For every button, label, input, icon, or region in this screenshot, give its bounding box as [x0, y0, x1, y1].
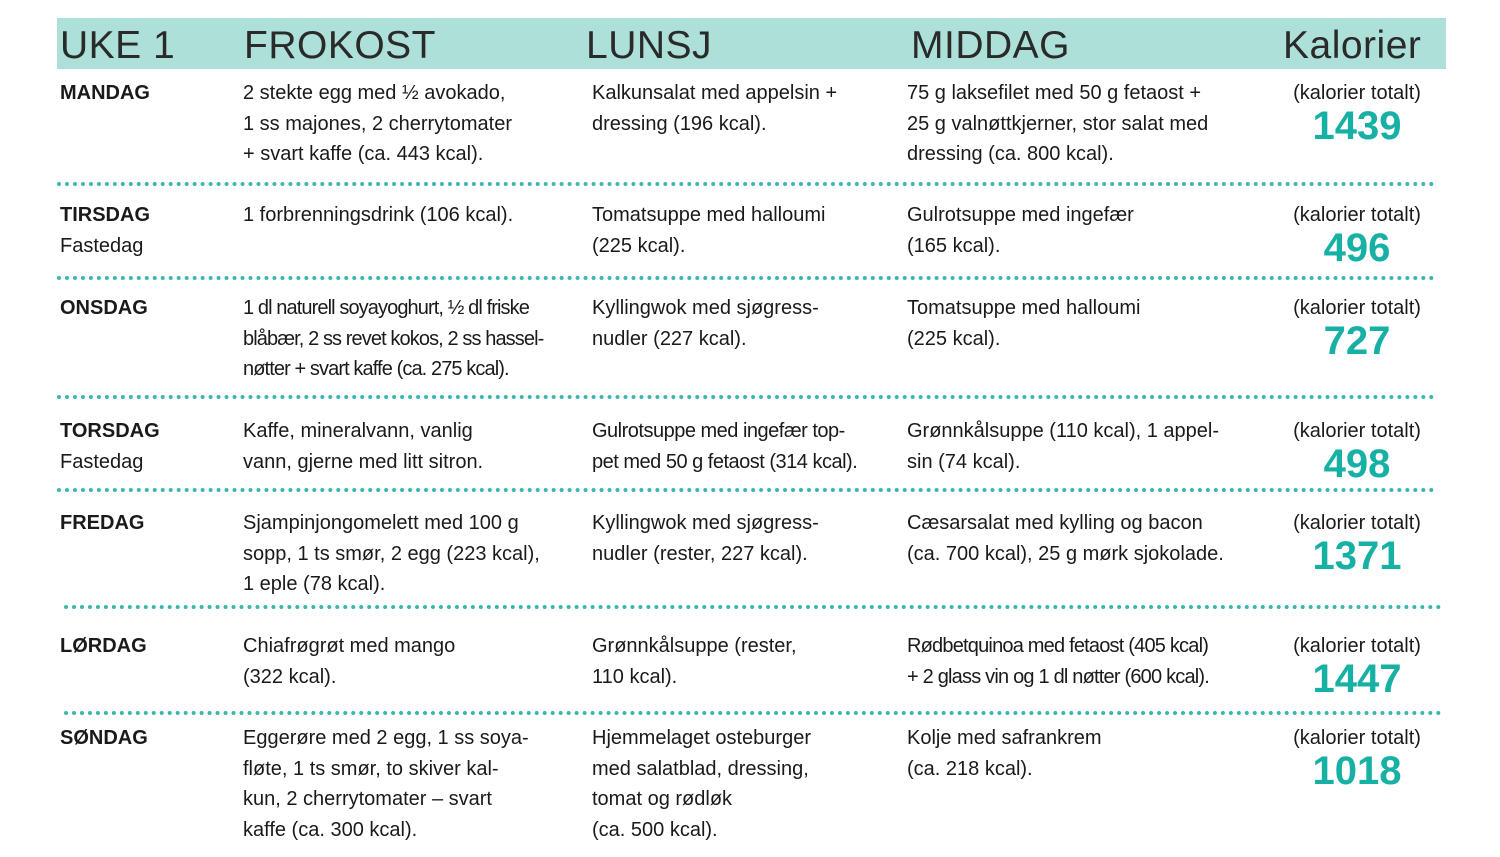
day-name: TIRSDAG	[60, 204, 150, 226]
lunch-cell	[592, 78, 837, 139]
dinner-line: (ca. 218 kcal).	[907, 757, 1033, 780]
lunch-line: Kyllingwok med sjøgress-	[592, 297, 819, 319]
lunch-line: tomat og rødløk	[592, 788, 733, 811]
breakfast-line: Chiafrøgrøt med mango	[243, 635, 456, 657]
calories-cell	[1272, 200, 1442, 271]
day-name: ONSDAG	[60, 297, 148, 319]
breakfast-cell	[243, 200, 513, 231]
day-cell	[60, 631, 147, 662]
calories-total: 1018	[1312, 749, 1402, 793]
calories-cell	[1272, 293, 1442, 364]
breakfast-cell	[243, 78, 512, 170]
calories-label: (kalorier totalt)	[1293, 297, 1421, 319]
lunch-line: 110 kcal).	[592, 665, 678, 688]
row-divider	[64, 605, 1442, 609]
lunch-line: Hjemmelaget osteburger	[592, 727, 811, 749]
day-cell	[60, 723, 148, 754]
lunch-line: nudler (227 kcal).	[592, 327, 747, 350]
dinner-cell	[907, 293, 1140, 354]
day-name: TORSDAG	[60, 420, 160, 442]
breakfast-cell	[243, 416, 483, 477]
calories-total: 498	[1323, 442, 1391, 486]
breakfast-line: 1 eple (78 kcal).	[243, 573, 386, 596]
day-note: Fastedag	[60, 451, 144, 473]
lunch-line: (225 kcal).	[592, 234, 686, 257]
dinner-line: Grønnkålsuppe (110 kcal), 1 appel-	[907, 420, 1220, 442]
breakfast-line: fløte, 1 ts smør, to skiver kal-	[243, 757, 499, 780]
breakfast-line: sopp, 1 ts smør, 2 egg (223 kcal),	[243, 542, 540, 565]
day-cell	[60, 293, 148, 324]
day-name: MANDAG	[60, 82, 150, 104]
day-name: SØNDAG	[60, 727, 148, 749]
breakfast-line: blåbær, 2 ss revet kokos, 2 ss hassel-	[243, 327, 544, 350]
lunch-line: Grønnkålsuppe (rester,	[592, 635, 797, 657]
breakfast-line: nøtter + svart kaffe (ca. 275 kcal).	[243, 358, 509, 381]
calories-label: (kalorier totalt)	[1293, 727, 1421, 749]
calories-label: (kalorier totalt)	[1293, 635, 1421, 657]
lunch-cell	[592, 293, 819, 354]
dinner-line: + 2 glass vin og 1 dl nøtter (600 kcal).	[907, 665, 1210, 688]
dinner-cell	[907, 200, 1134, 261]
day-cell	[60, 508, 144, 539]
header-breakfast: FROKOST	[244, 24, 437, 67]
lunch-line: pet med 50 g fetaost (314 kcal).	[592, 450, 858, 473]
lunch-line: Gulrotsuppe med ingefær top-	[592, 420, 845, 442]
breakfast-line: kaffe (ca. 300 kcal).	[243, 819, 418, 842]
row-divider	[57, 395, 1435, 399]
lunch-cell	[592, 416, 857, 477]
calories-cell	[1272, 631, 1442, 702]
dinner-line: sin (74 kcal).	[907, 450, 1021, 473]
lunch-cell	[592, 723, 811, 846]
calories-label: (kalorier totalt)	[1293, 420, 1421, 442]
lunch-line: med salatblad, dressing,	[592, 757, 809, 780]
breakfast-cell	[243, 293, 543, 385]
breakfast-line: Sjampinjongomelett med 100 g	[243, 512, 519, 534]
breakfast-line: + svart kaffe (ca. 443 kcal).	[243, 143, 484, 166]
breakfast-line: 1 dl naturell soyayoghurt, ½ dl friske	[243, 297, 529, 319]
dinner-line: Cæsarsalat med kylling og bacon	[907, 512, 1203, 534]
dinner-line: Rødbetquinoa med fetaost (405 kcal)	[907, 635, 1209, 657]
breakfast-line: vann, gjerne med litt sitron.	[243, 450, 484, 473]
dinner-cell	[907, 631, 1209, 692]
dinner-line: Tomatsuppe med halloumi	[907, 297, 1141, 319]
breakfast-cell	[243, 631, 455, 692]
calories-cell	[1272, 78, 1442, 149]
breakfast-line: Kaffe, mineralvann, vanlig	[243, 420, 473, 442]
calories-total: 1371	[1312, 534, 1402, 578]
lunch-line: (ca. 500 kcal).	[592, 819, 718, 842]
dinner-line: dressing (ca. 800 kcal).	[907, 143, 1114, 166]
header-dinner: MIDDAG	[911, 24, 1070, 67]
lunch-line: dressing (196 kcal).	[592, 112, 767, 135]
lunch-line: Tomatsuppe med halloumi	[592, 204, 826, 226]
breakfast-cell	[243, 723, 529, 846]
lunch-line: nudler (rester, 227 kcal).	[592, 542, 808, 565]
calories-label: (kalorier totalt)	[1293, 512, 1421, 534]
day-name: FREDAG	[60, 512, 145, 534]
breakfast-line: Eggerøre med 2 egg, 1 ss soya-	[243, 727, 529, 749]
breakfast-cell	[243, 508, 540, 600]
day-cell	[60, 78, 150, 109]
calories-label: (kalorier totalt)	[1293, 204, 1421, 226]
breakfast-line: 1 forbrenningsdrink (106 kcal).	[243, 204, 514, 226]
dinner-line: (ca. 700 kcal), 25 g mørk sjokolade.	[907, 542, 1224, 565]
calories-cell	[1272, 508, 1442, 579]
day-cell	[60, 200, 150, 262]
dinner-line: 75 g laksefilet med 50 g fetaost +	[907, 82, 1202, 104]
row-divider	[64, 711, 1442, 715]
dinner-line: 25 g valnøttkjerner, stor salat med	[907, 112, 1209, 135]
lunch-line: Kyllingwok med sjøgress-	[592, 512, 819, 534]
header-calories: Kalorier	[1283, 24, 1422, 67]
lunch-cell	[592, 508, 819, 569]
breakfast-line: 2 stekte egg med ½ avokado,	[243, 82, 506, 104]
calories-total: 727	[1323, 319, 1391, 363]
dinner-cell	[907, 723, 1102, 784]
dinner-cell	[907, 508, 1224, 569]
dinner-line: (225 kcal).	[907, 327, 1001, 350]
lunch-cell	[592, 200, 825, 261]
calories-total: 1439	[1312, 104, 1402, 148]
dinner-cell	[907, 416, 1219, 477]
calories-cell	[1272, 723, 1442, 794]
day-cell	[60, 416, 160, 478]
breakfast-line: kun, 2 cherrytomater – svart	[243, 788, 492, 811]
day-note: Fastedag	[60, 235, 144, 257]
dinner-line: Kolje med safrankrem	[907, 727, 1102, 749]
lunch-line: Kalkunsalat med appelsin +	[592, 82, 838, 104]
dinner-cell	[907, 78, 1208, 170]
row-divider	[57, 276, 1435, 280]
header-lunch: LUNSJ	[586, 24, 713, 67]
day-name: LØRDAG	[60, 635, 147, 657]
breakfast-line: 1 ss majones, 2 cherrytomater	[243, 112, 512, 135]
calories-label: (kalorier totalt)	[1293, 82, 1421, 104]
row-divider	[57, 182, 1435, 186]
dinner-line: Gulrotsuppe med ingefær	[907, 204, 1134, 226]
row-divider	[57, 488, 1435, 492]
breakfast-line: (322 kcal).	[243, 665, 337, 688]
dinner-line: (165 kcal).	[907, 234, 1001, 257]
lunch-cell	[592, 631, 797, 692]
calories-total: 496	[1323, 226, 1391, 270]
calories-total: 1447	[1312, 657, 1402, 701]
header-week: UKE 1	[60, 24, 176, 67]
calories-cell	[1272, 416, 1442, 487]
